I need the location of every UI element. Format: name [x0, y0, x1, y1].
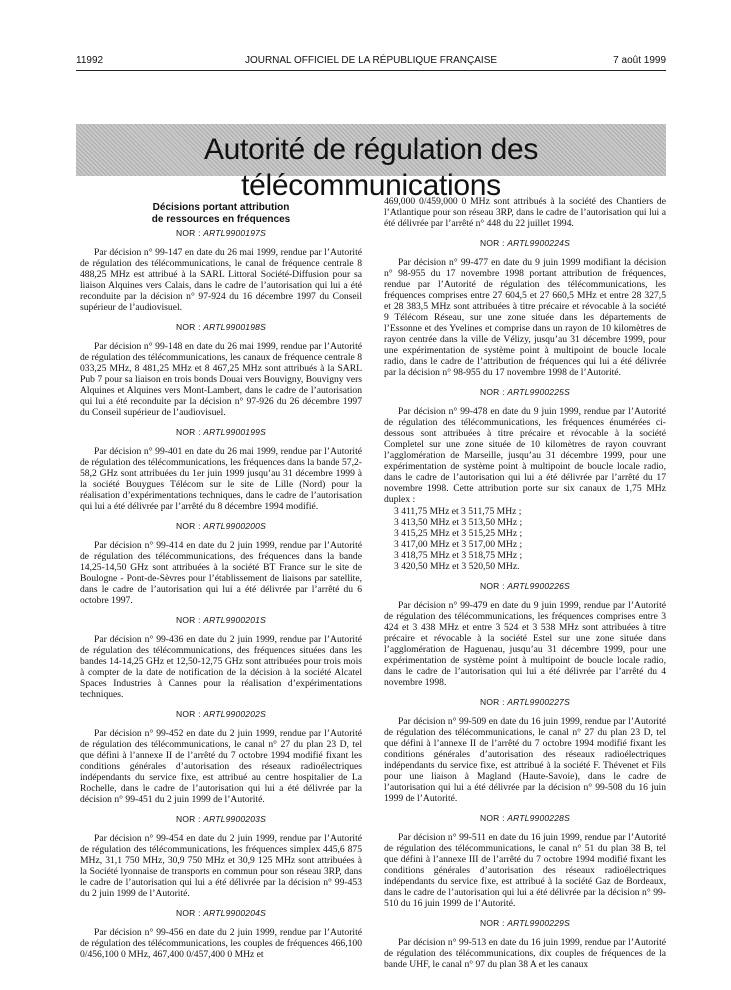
nor-reference	[384, 697, 666, 708]
nor-reference	[80, 322, 362, 333]
decision-paragraph: Par décision n° 99-456 en date du 2 juin 1999, rendue par l’Autorité de régulation des télécommunications, les couples de fréquences 466,100 0/456,100 0 MHz, 467,400 0/457,400 0 MHz et	[80, 927, 362, 960]
nor-code: ARTL9900227S	[507, 697, 570, 707]
frequency-item: 3 417,00 MHz et 3 517,00 MHz ;	[394, 539, 523, 550]
nor-reference	[384, 918, 666, 929]
nor-reference	[384, 813, 666, 824]
nor-code: ARTL9900229S	[507, 918, 570, 928]
nor-code: ARTL9900201S	[203, 615, 266, 625]
nor-reference	[80, 814, 362, 825]
nor-reference	[384, 581, 666, 592]
nor-code: ARTL9900198S	[203, 322, 266, 332]
publication-date: 7 août 1999	[613, 55, 666, 66]
decision-paragraph: Par décision n° 99-452 en date du 2 juin 1999, rendue par l’Autorité de régulation des télécommunications, le canal n° 27 du plan 23 D, tel que défini à l’annexe II de l’arrêté du 7 octobre 1994 modifié fixant les conditions générales d’autorisation des réseaux radioélectriques indépendants du service fixe, est attribué au centre hospitalier de La Rochelle, dans le cadre de l’autorisation qui lui a été délivrée par la décision n° 99-451 du 2 juin 1999 de l’Autorité.	[80, 728, 362, 805]
decision-paragraph: Par décision n° 99-513 en date du 16 juin 1999, rendue par l’Autorité de régulation des télécommunications, dix couples de fréquences de la bande UHF, le canal n° 97 du plan 38 A et les canaux	[384, 937, 666, 970]
decision-paragraph: Par décision n° 99-414 en date du 2 juin 1999, rendue par l’Autorité de régulation des télécommunications, des fréquences dans la bande 14,25-14,50 GHz sont attribuées à la société BT France sur le site de Boulogne - Pont-de-Sèvres pour l’établissement de liaisons par satellite, dans le cadre de l’autorisation qui lui a été délivrée par l’arrêté du 6 octobre 1997.	[80, 540, 362, 606]
nor-label: NOR :	[480, 918, 505, 928]
nor-reference	[384, 238, 666, 249]
section-title-line2: de ressources en fréquences	[151, 214, 291, 225]
nor-label: NOR :	[176, 521, 201, 531]
nor-label: NOR :	[176, 228, 201, 238]
nor-label: NOR :	[480, 697, 505, 707]
header-rule	[76, 70, 666, 71]
nor-code: ARTL9900197S	[203, 228, 266, 238]
frequency-item: 3 418,75 MHz et 3 518,75 MHz ;	[394, 550, 523, 561]
decision-paragraph: Par décision n° 99-148 en date du 26 mai 1999, rendue par l’Autorité de régulation des télécommunications, les canaux de fréquence centrale 8 033,25 MHz, 8 481,25 MHz et 8 467,25 MHz sont attribués à la SARL Pub 7 pour sa liaison en trois bonds Douai vers Bouvigny, Bouvigny vers Alquines et Alquines vers Mont-Lambert, dans le cadre de l’autorisation qui lui a été reconduite par la décision n° 97-926 du 26 décembre 1997 du Conseil supérieur de l’audiovisuel.	[80, 341, 362, 418]
nor-code: ARTL9900200S	[203, 521, 266, 531]
nor-label: NOR :	[480, 581, 505, 591]
left-column	[80, 196, 362, 969]
nor-label: NOR :	[176, 814, 201, 824]
frequency-item: 3 420,50 MHz et 3 520,50 MHz.	[394, 561, 520, 572]
nor-code: ARTL9900224S	[507, 238, 570, 248]
decision-paragraph: Par décision n° 99-477 en date du 9 juin 1999 modifiant la décision n° 98-955 du 17 novembre 1998 portant attribution de fréquences, rendue par l’Autorité de régulation des télécommunications, les fréquences comprises entre 27 604,5 et 27 660,5 MHz et entre 28 327,5 et 28 383,5 MHz sont attribuées à titre précaire et révocable à la société 9 Télécom Réseau, sur une zone située dans les départements de l’Essonne et des Yvelines et comprise dans un rayon de 10 kilomètres de rayon centrée dans la ville de Vélizy, jusqu’au 31 décembre 1999, pour une expérimentation de système point à multipoint de boucle locale radio, dans le cadre de l’attribution de fréquences qui lui a été délivrée par la décision n° 98-955 du 17 novembre 1998 de l’Autorité.	[384, 257, 666, 378]
right-column	[384, 196, 666, 979]
nor-label: NOR :	[480, 387, 505, 397]
nor-reference	[80, 228, 362, 239]
decision-paragraph: Par décision n° 99-436 en date du 2 juin 1999, rendue par l’Autorité de régulation des télécommunications, des fréquences situées dans les bandes 14-14,25 GHz et 12,50-12,75 GHz sont attribuées pour trois mois à compter de la date de notification de la décision à la société Alcatel Spaces Industries à Cannes pour la réalisation d’expérimentations techniques.	[80, 634, 362, 700]
nor-code: ARTL9900203S	[203, 814, 266, 824]
nor-reference	[80, 615, 362, 626]
nor-label: NOR :	[176, 908, 201, 918]
decision-paragraph: Par décision n° 99-147 en date du 26 mai 1999, rendue par l’Autorité de régulation des télécommunications, le canal de fréquence centrale 8 488,25 MHz est attribué à la SARL Littoral Société-Diffusion pour sa liaison Alquines vers Calais, dans le cadre de l’autorisation qui lui a été reconduite par la décision n° 97-924 du 16 décembre 1997 du Conseil supérieur de l’audiovisuel.	[80, 247, 362, 313]
nor-label: NOR :	[176, 615, 201, 625]
section-title	[80, 202, 362, 226]
continued-paragraph: 469,000 0/459,000 0 MHz sont attribués à la société des Chantiers de l’Atlantique pour son réseau 3RP, dans le cadre de l’autorisation qui lui a été délivrée par l’arrêté n° 448 du 22 juillet 1994.	[384, 196, 666, 229]
page-number: 11992	[76, 55, 104, 66]
nor-code: ARTL9900204S	[203, 908, 266, 918]
nor-label: NOR :	[480, 813, 505, 823]
decision-paragraph: Par décision n° 99-479 en date du 9 juin 1999, rendue par l’Autorité de régulation des télécommunications, les fréquences comprises entre 3 424 et 3 438 MHz et entre 3 524 et 3 538 MHz sont attribuées à titre précaire et révocable à la société Estel sur une zone située dans l’agglomération de Haguenau, jusqu’au 31 décembre 1999, pour une expérimentation de système point à multipoint de boucle locale radio, dans le cadre de l’autorisation qui lui a été délivrée par l’arrêté du 4 novembre 1998.	[384, 600, 666, 688]
nor-reference	[80, 521, 362, 532]
banner-title: Autorité de régulation des télécommunications	[203, 133, 539, 202]
nor-code: ARTL9900228S	[507, 813, 570, 823]
decision-paragraph: Par décision n° 99-454 en date du 2 juin 1999, rendue par l’Autorité de régulation des télécommunications, les fréquences simplex 445,6 875 MHz, 31,1 750 MHz, 30,9 750 MHz et 30,9 125 MHz sont attribuées à la Société lyonnaise de transports en commun pour son réseau 3RP, dans le cadre de l’autorisation qui lui a été délivrée par la décision n° 99-453 du 2 juin 1999 de l’Autorité.	[80, 833, 362, 899]
nor-label: NOR :	[176, 427, 201, 437]
nor-label: NOR :	[176, 709, 201, 719]
frequency-item: 3 413,50 MHz et 3 513,50 MHz ;	[394, 517, 523, 528]
nor-reference	[80, 709, 362, 720]
nor-reference	[80, 908, 362, 919]
frequency-item: 3 415,25 MHz et 3 515,25 MHz ;	[394, 528, 523, 539]
nor-label: NOR :	[480, 238, 505, 248]
nor-code: ARTL9900202S	[203, 709, 266, 719]
journal-title: JOURNAL OFFICIEL DE LA RÉPUBLIQUE FRANÇAISE	[244, 55, 498, 66]
nor-reference	[80, 427, 362, 438]
section-title-line1: Décisions portant attribution	[152, 202, 290, 213]
decision-paragraph: Par décision n° 99-401 en date du 26 mai 1999, rendue par l’Autorité de régulation des télécommunications, les fréquences dans la bande 57,2-58,2 GHz sont attribuées du 1er juin 1999 jusqu’au 31 décembre 1999 à la société Bouygues Télécom sur le site de Lille (Nord) pour la réalisation d’expérimentations techniques, dans le cadre de l’autorisation qui lui a été délivrée par l’arrêté du 8 décembre 1994 modifié.	[80, 446, 362, 512]
frequency-item: 3 411,75 MHz et 3 511,75 MHz ;	[394, 506, 522, 517]
decision-paragraph: Par décision n° 99-511 en date du 16 juin 1999, rendue par l’Autorité de régulation des télécommunications, le canal n° 51 du plan 38 B, tel que défini à l’annexe III de l’arrêté du 7 octobre 1994 modifié fixant les conditions générales d’autorisation des réseaux radioélectriques indépendants du service fixe, est attribué à la société Gaz de Bordeaux, dans le cadre de l’autorisation qui lui a été délivrée par la décision n° 99-510 du 16 juin 1999 de l’Autorité.	[384, 832, 666, 909]
frequency-list	[384, 506, 666, 572]
authority-banner	[76, 124, 666, 202]
nor-code: ARTL9900225S	[507, 387, 570, 397]
nor-code: ARTL9900226S	[507, 581, 570, 591]
decision-paragraph: Par décision n° 99-478 en date du 9 juin 1999, rendue par l’Autorité de régulation des télécommunications, les fréquences énumérées ci-dessous sont attribuées à titre précaire et révocable à la société Completel sur une zone située de 10 kilomètres de rayon couvrant l’agglomération de Marseille, jusqu’au 31 décembre 1999, pour une expérimentation de système point à multipoint de boucle locale radio, dans le cadre de l’autorisation qui lui a été délivrée par l’arrêté du 17 novembre 1998. Cette attribution porte sur six canaux de 1,75 MHz duplex :	[384, 406, 666, 505]
nor-label: NOR :	[176, 322, 201, 332]
decision-paragraph: Par décision n° 99-509 en date du 16 juin 1999, rendue par l’Autorité de régulation des télécommunications, le canal n° 27 du plan 23 D, tel que défini à l’annexe II de l’arrêté du 7 octobre 1994 modifié fixant les conditions générales d’autorisation des réseaux radioélectriques indépendants du service fixe, est attribué à la société F. Thévenet et Fils pour une liaison à Magland (Haute-Savoie), dans le cadre de l’autorisation qui lui a été délivrée par la décision n° 99-508 du 16 juin 1999 de l’Autorité.	[384, 716, 666, 804]
nor-code: ARTL9900199S	[203, 427, 266, 437]
nor-reference	[384, 387, 666, 398]
